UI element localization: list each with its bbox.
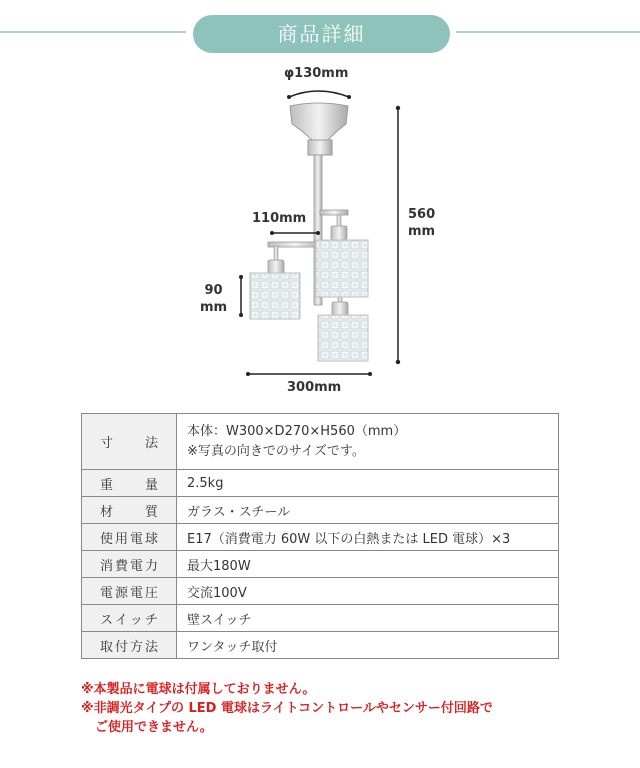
- chandelier-illustration: [0, 60, 640, 400]
- spec-row-weight: [82, 470, 559, 497]
- spec-label: 取付方法: [82, 632, 177, 659]
- spec-label: 使用電球: [82, 524, 177, 551]
- spec-value: 壁スイッチ: [177, 605, 559, 632]
- spec-label: 電源電圧: [82, 578, 177, 605]
- diameter-label: φ130mm: [284, 66, 349, 81]
- spec-label: 消費電力: [82, 551, 177, 578]
- glass-shade-right: [316, 240, 368, 297]
- spec-value: 2.5kg: [177, 470, 559, 497]
- spec-value: E17（消費電力 60W 以下の白熱または LED 電球）×3: [177, 524, 559, 551]
- glass-shade-bottom: [318, 315, 368, 361]
- spec-value: [177, 414, 559, 470]
- spec-value-line: 本体：W300×D270×H560（mm）: [187, 423, 407, 439]
- ceiling-canopy: [290, 103, 348, 140]
- header-rule-left: [0, 31, 186, 33]
- spec-row-bulb: [82, 524, 559, 551]
- spec-label: 寸法: [82, 414, 177, 470]
- spec-label: 材質: [82, 497, 177, 524]
- height-unit: mm: [408, 224, 436, 239]
- notes: [81, 680, 581, 737]
- width-label: 300mm: [287, 380, 342, 395]
- diameter-arc: [289, 91, 349, 97]
- note-dimmer-warning: ※非調光タイプの LED 電球はライトコントロールやセンサー付回路で: [81, 701, 493, 716]
- note-dimmer-warning-cont: ご使用できません。: [95, 720, 213, 735]
- spec-table: [81, 413, 559, 659]
- shade-height-unit: mm: [200, 300, 228, 315]
- spec-row-mounting: [82, 632, 559, 659]
- spec-label: 重量: [82, 470, 177, 497]
- spec-row-size: [82, 414, 559, 470]
- spec-value: ガラス・スチール: [177, 497, 559, 524]
- shade-height-value: 90: [204, 283, 223, 298]
- section-title: 商品詳細: [193, 15, 450, 53]
- note-bulb-not-included: ※本製品に電球は付属しておりません。: [81, 682, 316, 697]
- arm-right: [320, 210, 348, 215]
- height-label: [408, 206, 435, 240]
- spec-value: ワンタッチ取付: [177, 632, 559, 659]
- product-dimension-diagram: [0, 60, 640, 400]
- spec-value-note: ※写真の向きでのサイズです。: [187, 443, 365, 459]
- spec-value: 最大180W: [177, 551, 559, 578]
- spec-label: スイッチ: [82, 605, 177, 632]
- arm-length-label: 110mm: [252, 211, 307, 226]
- spec-row-power: [82, 551, 559, 578]
- spec-row-switch: [82, 605, 559, 632]
- shade-height-label: [200, 282, 227, 316]
- header-rule-right: [456, 31, 640, 33]
- glass-shade-left: [250, 273, 300, 319]
- spec-row-material: [82, 497, 559, 524]
- spec-row-voltage: [82, 578, 559, 605]
- height-value: 560: [408, 207, 436, 222]
- spec-value: 交流100V: [177, 578, 559, 605]
